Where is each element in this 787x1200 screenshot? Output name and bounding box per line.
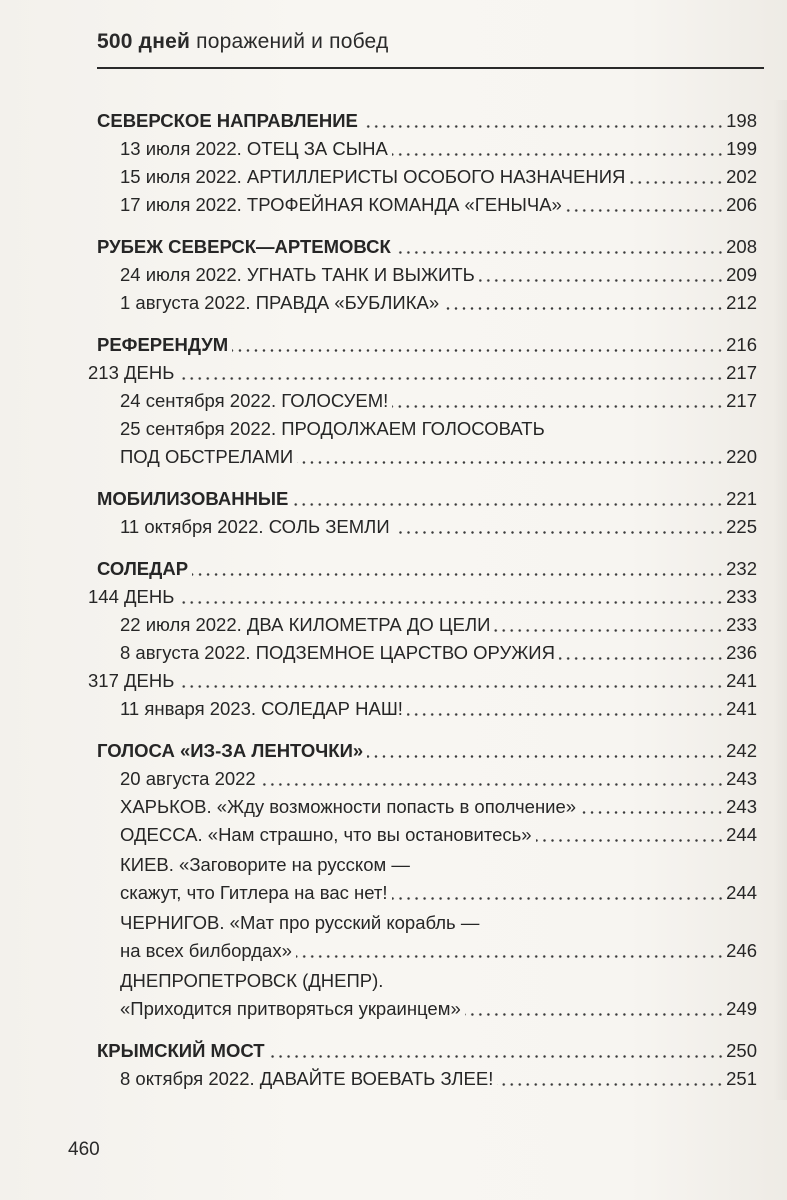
toc-page-number: 221 (726, 488, 757, 509)
toc-dot-leader (296, 955, 724, 958)
toc-entry (120, 692, 757, 720)
toc-entry-title: КИЕВ. «Заговорите на русском — (120, 854, 410, 875)
toc-dot-leader (178, 601, 724, 604)
toc-entry (97, 104, 757, 132)
toc-dot-leader (178, 377, 724, 380)
toc-entry (97, 482, 757, 510)
toc-page-number: 244 (726, 882, 757, 903)
running-head-title-rest: поражений и побед (196, 30, 389, 53)
toc-entry-title: 25 сентября 2022. ПРОДОЛЖАЕМ ГОЛОСОВАТЬ (120, 418, 545, 439)
toc-entry (120, 384, 757, 412)
toc-page-number: 206 (726, 194, 757, 215)
toc-dot-leader (494, 629, 724, 632)
toc-entry-title: 1 августа 2022. ПРАВДА «БУБЛИКА» (120, 292, 440, 313)
toc-page-number: 243 (726, 768, 757, 789)
toc-entry (97, 328, 757, 356)
toc-entry-title: 24 июля 2022. УГНАТЬ ТАНК И ВЫЖИТЬ (120, 264, 475, 285)
toc-entry-title: «Приходится притворяться украинцем» (120, 998, 461, 1019)
toc-entry-title: 11 января 2023. СОЛЕДАР НАШ! (120, 698, 403, 719)
toc-dot-leader (407, 713, 724, 716)
toc-entry-title: скажут, что Гитлера на вас нет! (120, 882, 388, 903)
toc-entry (97, 734, 757, 762)
toc-entry (120, 286, 757, 314)
toc-entry (120, 964, 757, 992)
toc-entry-title: ДНЕПРОПЕТРОВСК (ДНЕПР). (120, 970, 384, 991)
toc-entry-title: 8 августа 2022. ПОДЗЕМНОЕ ЦАРСТВО ОРУЖИЯ (120, 642, 555, 663)
toc-entry (120, 848, 757, 876)
toc-entry (120, 440, 757, 468)
toc-entry-title: 24 сентября 2022. ГОЛОСУЕМ! (120, 390, 389, 411)
toc-page-number: 202 (726, 166, 757, 187)
toc-entry (120, 160, 757, 188)
toc-dot-leader (362, 125, 724, 128)
toc-dot-leader (497, 1083, 724, 1086)
toc-entry (120, 608, 757, 636)
toc-entry-title: СЕВЕРСКОЕ НАПРАВЛЕНИЕ (97, 110, 358, 131)
toc-page-number: 209 (726, 264, 757, 285)
toc-entry-title: 15 июля 2022. АРТИЛЛЕРИСТЫ ОСОБОГО НАЗНАЧЕНИЯ (120, 166, 626, 187)
toc-entry (120, 934, 757, 962)
toc-page-number: 251 (726, 1068, 757, 1089)
toc-entry-title: ПОД ОБСТРЕЛАМИ (120, 446, 294, 467)
toc-dot-leader (629, 181, 724, 184)
toc-entry-title: на всех билбордах» (120, 940, 292, 961)
toc-page-number: 243 (726, 796, 757, 817)
toc-entry (120, 636, 757, 664)
header-rule (97, 67, 764, 69)
toc-dot-leader (566, 209, 724, 212)
running-head-title-strong: 500 дней (97, 30, 191, 53)
toc-entry-title: 20 августа 2022 (120, 768, 256, 789)
page-edge-shadow (773, 100, 787, 1100)
toc-entry-title: МОБИЛИЗОВАННЫЕ (97, 488, 289, 509)
toc-entry-title: 11 октября 2022. СОЛЬ ЗЕМЛИ (120, 516, 390, 537)
toc-entry-title: 8 октября 2022. ДАВАЙТЕ ВОЕВАТЬ ЗЛЕЕ! (120, 1068, 494, 1089)
toc-entry-title: 17 июля 2022. ТРОФЕЙНАЯ КОМАНДА «ГЕНЫЧА» (120, 194, 562, 215)
toc-dot-leader (232, 349, 724, 352)
toc-entry (120, 876, 757, 904)
page-number: 460 (68, 1139, 100, 1160)
toc-page-number: 199 (726, 138, 757, 159)
toc-dot-leader (178, 685, 724, 688)
toc-entry-title: 213 ДЕНЬ (88, 362, 175, 383)
toc-page-number: 246 (726, 940, 757, 961)
toc-entry-title: ОДЕССА. «Нам страшно, что вы остановитесь» (120, 824, 532, 845)
toc-page-number: 241 (726, 670, 757, 691)
toc-page-number: 217 (726, 362, 757, 383)
toc-page-number: 233 (726, 586, 757, 607)
toc-dot-leader (297, 461, 724, 464)
toc-entry-title: РУБЕЖ СЕВЕРСК—АРТЕМОВСК (97, 236, 391, 257)
toc-entry (120, 906, 757, 934)
toc-page-number: 217 (726, 390, 757, 411)
toc-entry (120, 1062, 757, 1090)
toc-dot-leader (443, 307, 724, 310)
toc-page-number: 244 (726, 824, 757, 845)
toc-page-number: 233 (726, 614, 757, 635)
toc-entry (120, 258, 757, 286)
toc-page-number: 241 (726, 698, 757, 719)
toc-entry (120, 188, 757, 216)
toc-entry-title: ЧЕРНИГОВ. «Мат про русский корабль — (120, 912, 480, 933)
toc-dot-leader (479, 279, 724, 282)
toc-page-number: 198 (726, 110, 757, 131)
toc-entry (97, 230, 757, 258)
toc-dot-leader (536, 839, 725, 842)
toc-page-number: 242 (726, 740, 757, 761)
toc-entry (97, 552, 757, 580)
toc-dot-leader (260, 783, 724, 786)
toc-dot-leader (580, 811, 724, 814)
toc-dot-leader (269, 1055, 725, 1058)
toc-entry (88, 580, 757, 608)
toc-page-number: 250 (726, 1040, 757, 1061)
toc-entry-title: ГОЛОСА «ИЗ-ЗА ЛЕНТОЧКИ» (97, 740, 364, 761)
toc-entry (88, 664, 757, 692)
toc-page-number: 220 (726, 446, 757, 467)
toc-dot-leader (367, 755, 724, 758)
toc-page-number: 208 (726, 236, 757, 257)
toc-entry (120, 762, 757, 790)
toc-dot-leader (559, 657, 724, 660)
toc-entry (120, 992, 757, 1020)
toc-entry-title: ХАРЬКОВ. «Жду возможности попасть в ополчение» (120, 796, 577, 817)
toc-page-number: 249 (726, 998, 757, 1019)
toc-entry-title: 13 июля 2022. ОТЕЦ ЗА СЫНА (120, 138, 388, 159)
toc-entry-title: 22 июля 2022. ДВА КИЛОМЕТРА ДО ЦЕЛИ (120, 614, 491, 635)
toc-page-number: 225 (726, 516, 757, 537)
toc-page-number: 236 (726, 642, 757, 663)
running-head (97, 30, 388, 54)
toc-entry (97, 1034, 757, 1062)
toc-entry (88, 356, 757, 384)
toc-entry-title: 317 ДЕНЬ (88, 670, 175, 691)
toc-dot-leader (395, 251, 724, 254)
toc-entry (120, 790, 757, 818)
toc-dot-leader (392, 405, 724, 408)
toc-entry (120, 818, 757, 846)
toc-entry (120, 412, 757, 440)
toc-page-number: 216 (726, 334, 757, 355)
toc-entry (120, 510, 757, 538)
toc-dot-leader (465, 1013, 724, 1016)
toc-dot-leader (392, 897, 725, 900)
toc-page-number: 232 (726, 558, 757, 579)
toc-dot-leader (392, 153, 724, 156)
toc-entry-title: СОЛЕДАР (97, 558, 189, 579)
toc-entry-title: РЕФЕРЕНДУМ (97, 334, 229, 355)
toc-entry (120, 132, 757, 160)
toc-dot-leader (292, 503, 724, 506)
toc-dot-leader (394, 531, 725, 534)
toc-page-number: 212 (726, 292, 757, 313)
toc-dot-leader (192, 573, 724, 576)
toc-entry-title: 144 ДЕНЬ (88, 586, 175, 607)
toc-entry-title: КРЫМСКИЙ МОСТ (97, 1040, 265, 1061)
